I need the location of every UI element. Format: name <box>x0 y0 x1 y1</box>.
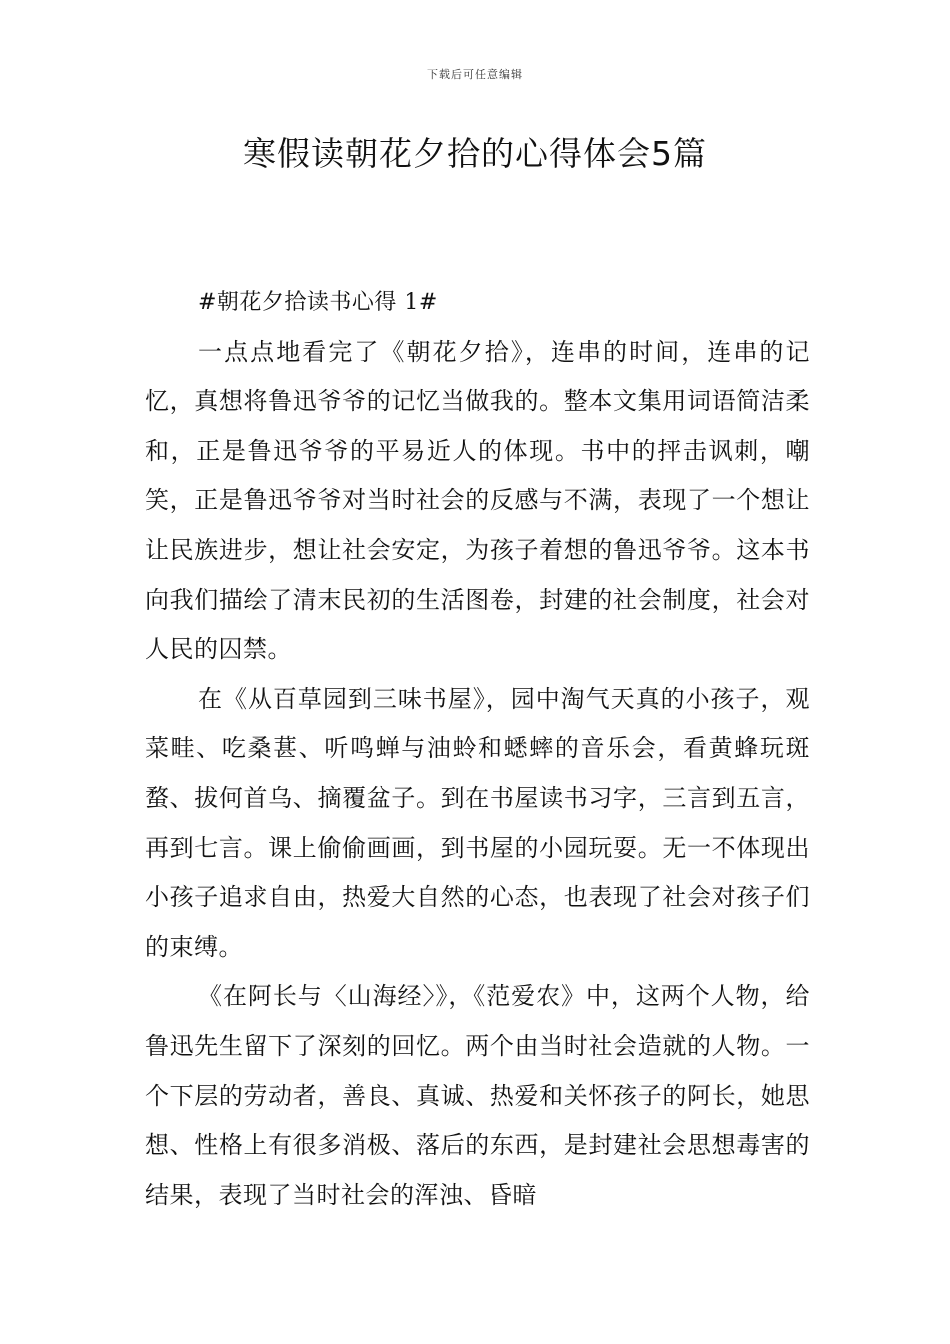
section-heading: #朝花夕拾读书心得 1# <box>198 290 438 315</box>
document-title: 寒假读朝花夕拾的心得体会5篇 <box>243 134 707 173</box>
document-body <box>145 278 810 1220</box>
paragraph-1: 一点点地看完了《朝花夕拾》，连串的时间，连串的记忆，真想将鲁迅爷爷的记忆当做我的。整本文集用词语简洁柔和，正是鲁迅爷爷的平易近人的体现。书中的抨击讽刺，嘲笑，正是鲁迅爷爷对当时社会的反感与不满，表现了一个想让让民族进步，想让社会安定，为孩子着想的鲁迅爷爷。这本书向我们描绘了清末民初的生活图卷，封建的社会制度，社会对人民的囚禁。 <box>145 337 810 664</box>
header-note: 下载后可任意编辑 <box>427 68 523 81</box>
paragraph-2: 在《从百草园到三味书屋》，园中淘气天真的小孩子，观菜畦、吃桑葚、听鸣蝉与油蛉和蟋蟀的音乐会，看黄蜂玩斑蝥、拔何首乌、摘覆盆子。到在书屋读书习字，三言到五言，再到七言。课上偷偷画画，到书屋的小园玩耍。无一不体现出小孩子追求自由，热爱大自然的心态，也表现了社会对孩子们的束缚。 <box>145 684 810 961</box>
paragraph-3: 《在阿长与〈山海经〉》，《范爱农》中，这两个人物，给鲁迅先生留下了深刻的回忆。两个由当时社会造就的人物。一个下层的劳动者，善良、真诚、热爱和关怀孩子的阿长，她思想、性格上有很多消极、落后的东西，是封建社会思想毒害的结果，表现了当时社会的浑浊、昏暗 <box>145 982 810 1209</box>
